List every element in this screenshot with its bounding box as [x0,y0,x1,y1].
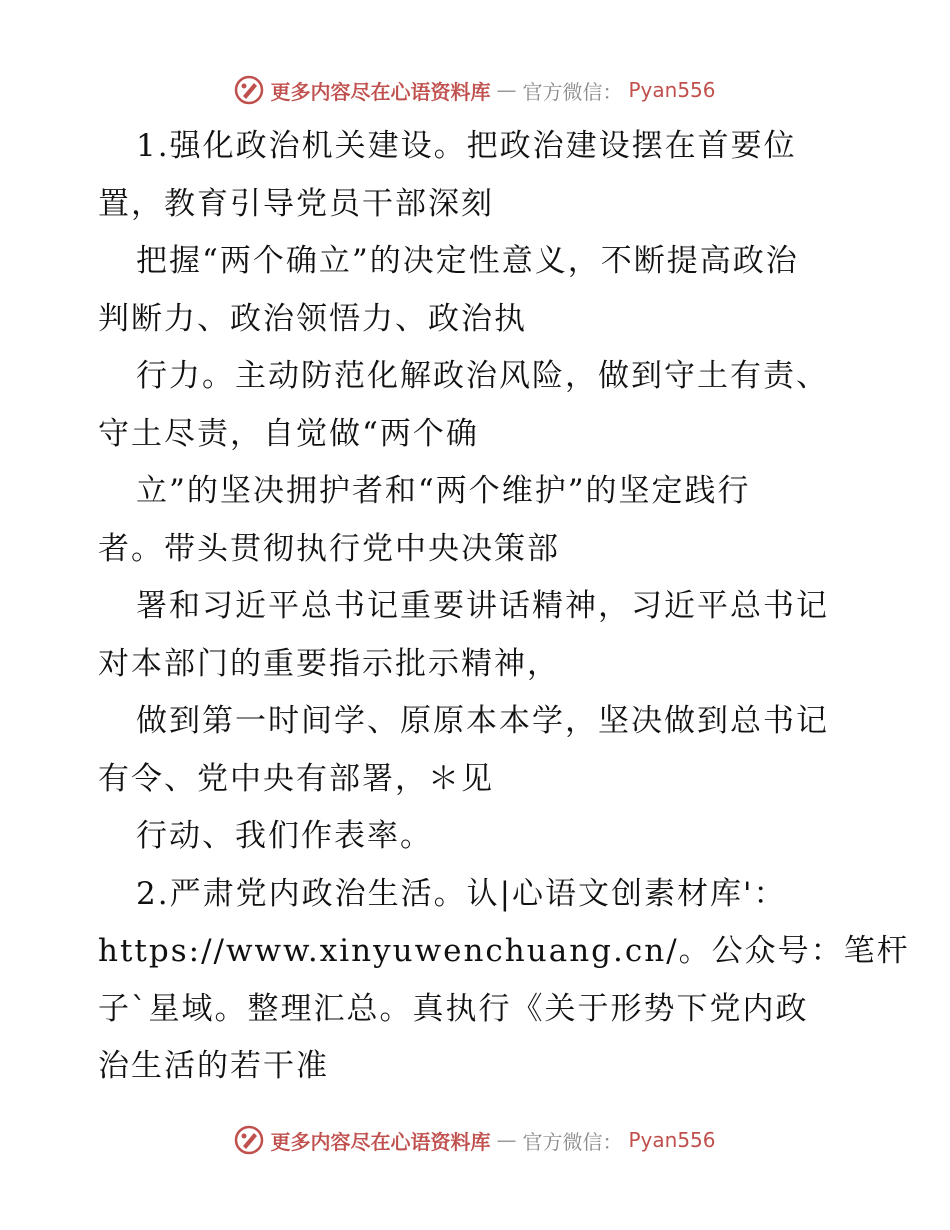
text-line: 子`星域。整理汇总。真执行《关于形势下党内政 [98,990,809,1027]
text-line: 对本部门的重要指示批示精神， [98,645,560,682]
text-line: 行力。主动防范化解政治风险，做到守土有责、 [136,358,829,394]
text-line: https://www.xinyuwenchuang.cn/。公众号：笔杆 [98,933,910,969]
banner-brand: 更多内容尽在心语资料库 [270,79,491,104]
banner-handle: Pyan556 [628,78,716,102]
text-line: 判断力、政治领悟力、政治执 [98,300,527,337]
text-line: 做到第一时间学、原原本本学，坚决做到总书记 [136,703,829,739]
text-line: 治生活的若干准 [98,1048,329,1084]
text-line: 1.强化政治机关建设。把政治建设摆在首要位 [136,128,797,164]
banner-label: 官方微信： [522,1129,623,1154]
text-line: 置，教育引导党员干部深刻 [98,185,494,222]
logo-icon [234,1125,264,1155]
banner-brand: 更多内容尽在心语资料库 [270,1129,491,1154]
banner-separator: — [496,1128,517,1152]
text-line: 把握“两个确立”的决定性意义，不断提高政治 [136,243,799,279]
text-line: 者。带头贯彻执行党中央决策部 [98,530,560,567]
text-line: 署和习近平总书记重要讲话精神，习近平总书记 [136,588,829,624]
text-line: 行动、我们作表率。 [136,818,433,854]
footer-banner [0,1120,950,1160]
banner-handle: Pyan556 [628,1128,716,1152]
text-line: 有令、党中央有部署，＊见 [98,760,494,797]
text-line: 2.严肃党内政治生活。认|心语文创素材库'： [136,875,787,912]
text-line: 守土尽责，自觉做“两个确 [98,415,479,452]
document-body [98,118,910,1096]
text-line: 立”的坚决拥护者和“两个维护”的坚定践行 [136,473,751,509]
logo-icon [234,75,264,105]
banner-separator: — [496,78,517,102]
header-banner [0,70,950,110]
banner-label: 官方微信： [522,79,623,104]
